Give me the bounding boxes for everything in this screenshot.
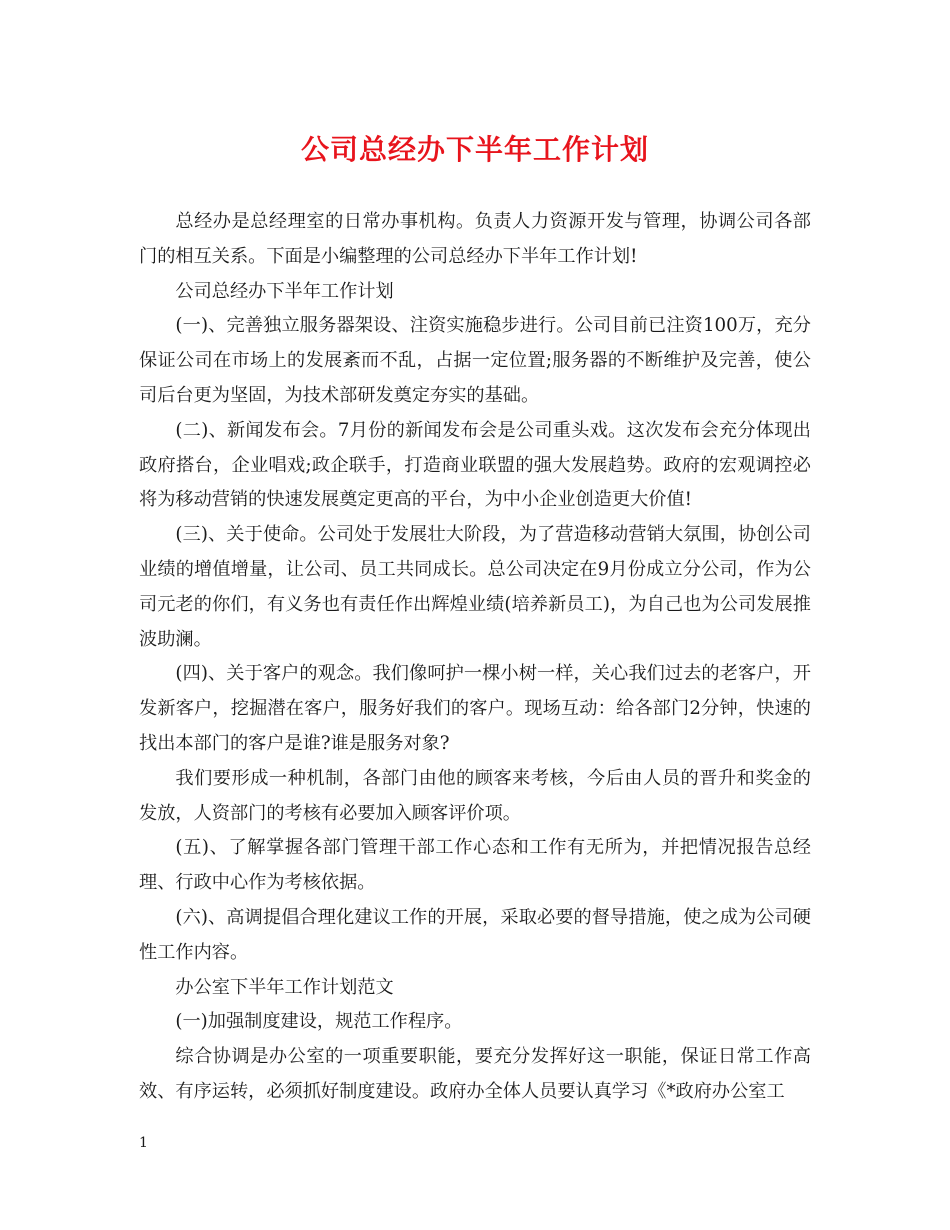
paragraph-heading-sample: 办公室下半年工作计划范文 (175, 976, 394, 998)
paragraph-item-3: (三)、关于使命。公司处于发展壮大阶段，为了营造移动营销大氛围，协创公司业绩的增值增量，让公司、员工共同成长。总公司决定在9月份成立分公司，作为公司元老的你们，有义务也有责任作出辉煌业绩(培养新员工)，为自己也为公司发展推波助澜。 (139, 524, 811, 650)
paragraph-intro: 总经办是总经理室的日常办事机构。负责人力资源开发与管理，协调公司各部门的相互关系。下面是小编整理的公司总经办下半年工作计划! (139, 211, 811, 267)
paragraph-item-5: (五)、了解掌握各部门管理干部工作心态和工作有无所为，并把情况报告总经理、行政中心作为考核依据。 (139, 837, 811, 894)
paragraph-item-4: (四)、关于客户的观念。我们像呵护一棵小树一样，关心我们过去的老客户，开发新客户，挖掘潜在客户，服务好我们的客户。现场互动：给各部门2分钟，快速的找出本部门的客户是谁?谁是服务对象? (139, 663, 811, 754)
paragraph-sample-item-1: (一)加强制度建设，规范工作程序。 (175, 1011, 463, 1033)
paragraph-coordination: 综合协调是办公室的一项重要职能，要充分发挥好这一职能，保证日常工作高效、有序运转，必须抓好制度建设。政府办全体人员要认真学习《*政府办公室工 (139, 1046, 811, 1102)
paragraph-heading-plan: 公司总经办下半年工作计划 (175, 280, 394, 302)
paragraph-item-2: (二)、新闻发布会。7月份的新闻发布会是公司重头戏。这次发布会充分体现出政府搭台，企业唱戏;政企联手，打造商业联盟的强大发展趋势。政府的宏观调控必将为移动营销的快速发展奠定更高的平台，为中小企业创造更大价值! (139, 419, 811, 511)
paragraph-item-1: (一)、完善独立服务器架设、注资实施稳步进行。公司目前已注资100万，充分保证公司在市场上的发展紊而不乱，占据一定位置;服务器的不断维护及完善，使公司后台更为坚固，为技术部研发奠定夯实的基础。 (139, 315, 811, 406)
page-number: 1 (139, 1135, 148, 1151)
document-body (139, 205, 811, 1110)
paragraph-mechanism: 我们要形成一种机制，各部门由他的顾客来考核，今后由人员的晋升和奖金的发放，人资部门的考核有必要加入顾客评价项。 (139, 767, 811, 824)
paragraph-item-6: (六)、高调提倡合理化建议工作的开展，采取必要的督导措施，使之成为公司硬性工作内容。 (139, 906, 811, 963)
document-title: 公司总经办下半年工作计划 (300, 133, 649, 166)
